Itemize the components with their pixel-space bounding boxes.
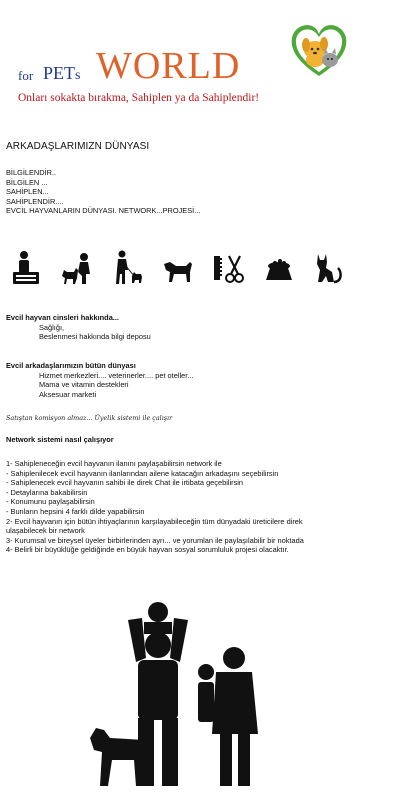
section-item: Hizmet merkezleri.... veterinerler.... pet oteller...: [39, 370, 194, 380]
pet-world-section: [6, 361, 193, 399]
intro-line: BİLGİLEN ...: [6, 177, 48, 187]
network-line: 3- Kurumsal ve bireysel üyeler birbirlerinden ayrı... ve yorumlan ile paylaşılabilir bir noktada: [6, 535, 304, 545]
person-walking-dog-icon: [110, 250, 144, 286]
network-line: - Sahiplenilecek evcil hayvanın ilanlarından ailene katacağın arkadaşını seçebilirsin: [6, 468, 279, 478]
family-with-dog-icon: [88, 600, 268, 790]
person-feeding-dog-icon: [60, 250, 94, 286]
section-heading: Evcil arkadaşlarımızın bütün dünyası: [6, 361, 136, 370]
logo-world-text: WORLD: [96, 45, 241, 87]
tagline: Onları sokakta bırakma, Sahiplen ya da Sahiplendir!: [18, 92, 260, 104]
network-line: - Konumunu paylaşabilirsin: [6, 497, 95, 507]
service-icons-row: [10, 250, 350, 290]
intro-line: BİLGİLENDİR..: [6, 168, 57, 177]
network-line: 2- Evcil hayvanın için bütün ihtiyaçlarının karşılayabileceğin tüm dünyadaki üreticilere direk: [6, 516, 303, 526]
logo-pets-text: [43, 63, 80, 84]
pet-breeds-section: [6, 313, 151, 342]
network-list: [6, 459, 304, 555]
logo-s: s: [75, 68, 81, 83]
pet-grooming-icon: [210, 250, 244, 286]
network-line: 1- Sahipleneceğin evcil hayvanın ilanını paylaşabilirsin network ile: [6, 459, 222, 468]
dog-icon: [160, 250, 194, 286]
intro-line: SAHİPLEN...: [6, 187, 49, 197]
cat-icon: [310, 250, 344, 286]
membership-note: Satıştan komisyon almaz... Üyelik sistemi ile çalışır: [6, 414, 173, 422]
intro-line: EVCİL HAYVANLARIN DÜNYASI. NETWORK...PROJESİ...: [6, 206, 201, 216]
section-item: Mama ve vitamin destekleri: [39, 380, 129, 390]
dog-and-cat-heart-icon: [288, 20, 350, 80]
logo-pet: PET: [43, 63, 76, 83]
intro-line: SAHİPLENDİR....: [6, 196, 64, 206]
section-item: Beslenmesi hakkında bilgi deposu: [39, 332, 151, 342]
person-with-pet-carrier-icon: [10, 250, 44, 286]
intro-list: [6, 168, 200, 216]
section-item: Aksesuar marketi: [39, 389, 97, 399]
network-line: - Bunların hepsini 4 farklı dilde yapabilirsin: [6, 506, 145, 516]
network-heading: Network sistemi nasıl çalışıyor: [6, 435, 114, 444]
network-line: - Sahiplenecek evcil hayvanın sahibi ile direk Chat ile irtibata geçebilirsin: [6, 478, 244, 488]
page-title: ARKADAŞLARIMIZN DÜNYASI: [6, 141, 150, 152]
pet-food-bowl-icon: [262, 250, 296, 286]
section-heading: Evcil hayvan cinsleri hakkında...: [6, 313, 119, 322]
section-item: Sağlığı,: [39, 322, 65, 332]
network-line: 4- Belirli bir büyüklüğe geldiğinde en büyük hayvan sosyal sorumluluk projesi olacaktır.: [6, 545, 289, 555]
logo-for-text: for: [18, 68, 34, 83]
network-line: ulaşabilecek bir network: [6, 526, 85, 536]
network-line: - Detaylarına bakabilirsin: [6, 487, 88, 497]
